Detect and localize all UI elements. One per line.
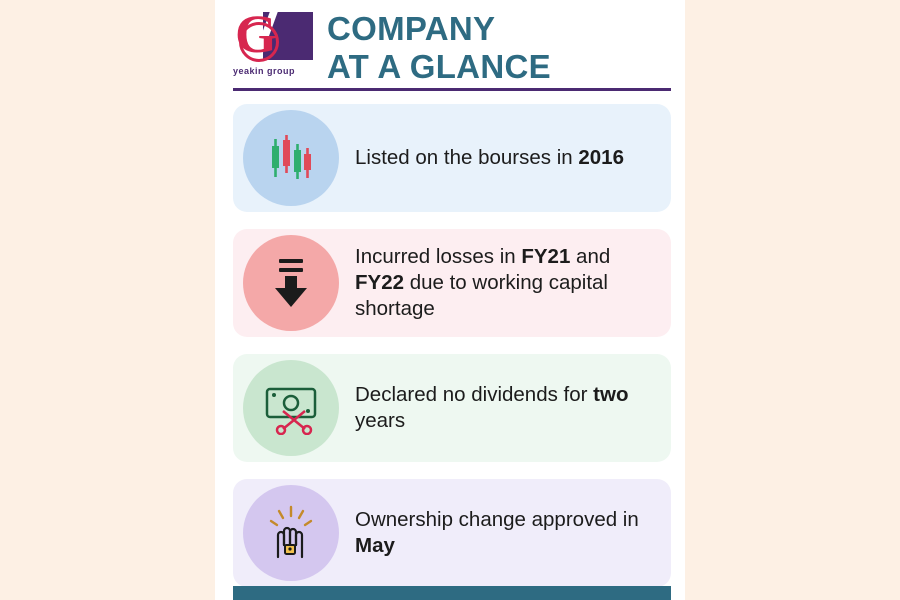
logo-monogram: G [235,4,278,64]
icon-badge [243,235,339,331]
list-item [233,229,671,337]
list-item [233,104,671,212]
down-arrow-icon [265,255,317,311]
list-item-text: Ownership change approved in May [355,508,639,557]
page-title-line1: COMPANY [327,10,496,47]
company-logo [233,4,315,84]
header-divider [233,88,671,91]
list-item [233,479,671,587]
icon-badge [243,360,339,456]
page-title [327,6,551,86]
banknote-scissors-icon [261,381,321,435]
icon-badge [243,110,339,206]
page-title-line2: AT A GLANCE [327,48,551,85]
candlestick-chart-icon [263,130,319,186]
header [215,0,685,92]
list-item-text: Declared no dividends for two years [355,383,629,432]
footer-bar [233,586,671,600]
list-item [233,354,671,462]
handover-key-icon [262,505,320,561]
infographic-card [215,0,685,600]
list-item-text: Incurred losses in FY21 and FY22 due to working capital shortage [355,245,611,320]
logo-caption: yeakin group [233,66,296,76]
icon-badge [243,485,339,581]
fact-list [215,92,685,587]
list-item-text: Listed on the bourses in 2016 [355,146,624,169]
